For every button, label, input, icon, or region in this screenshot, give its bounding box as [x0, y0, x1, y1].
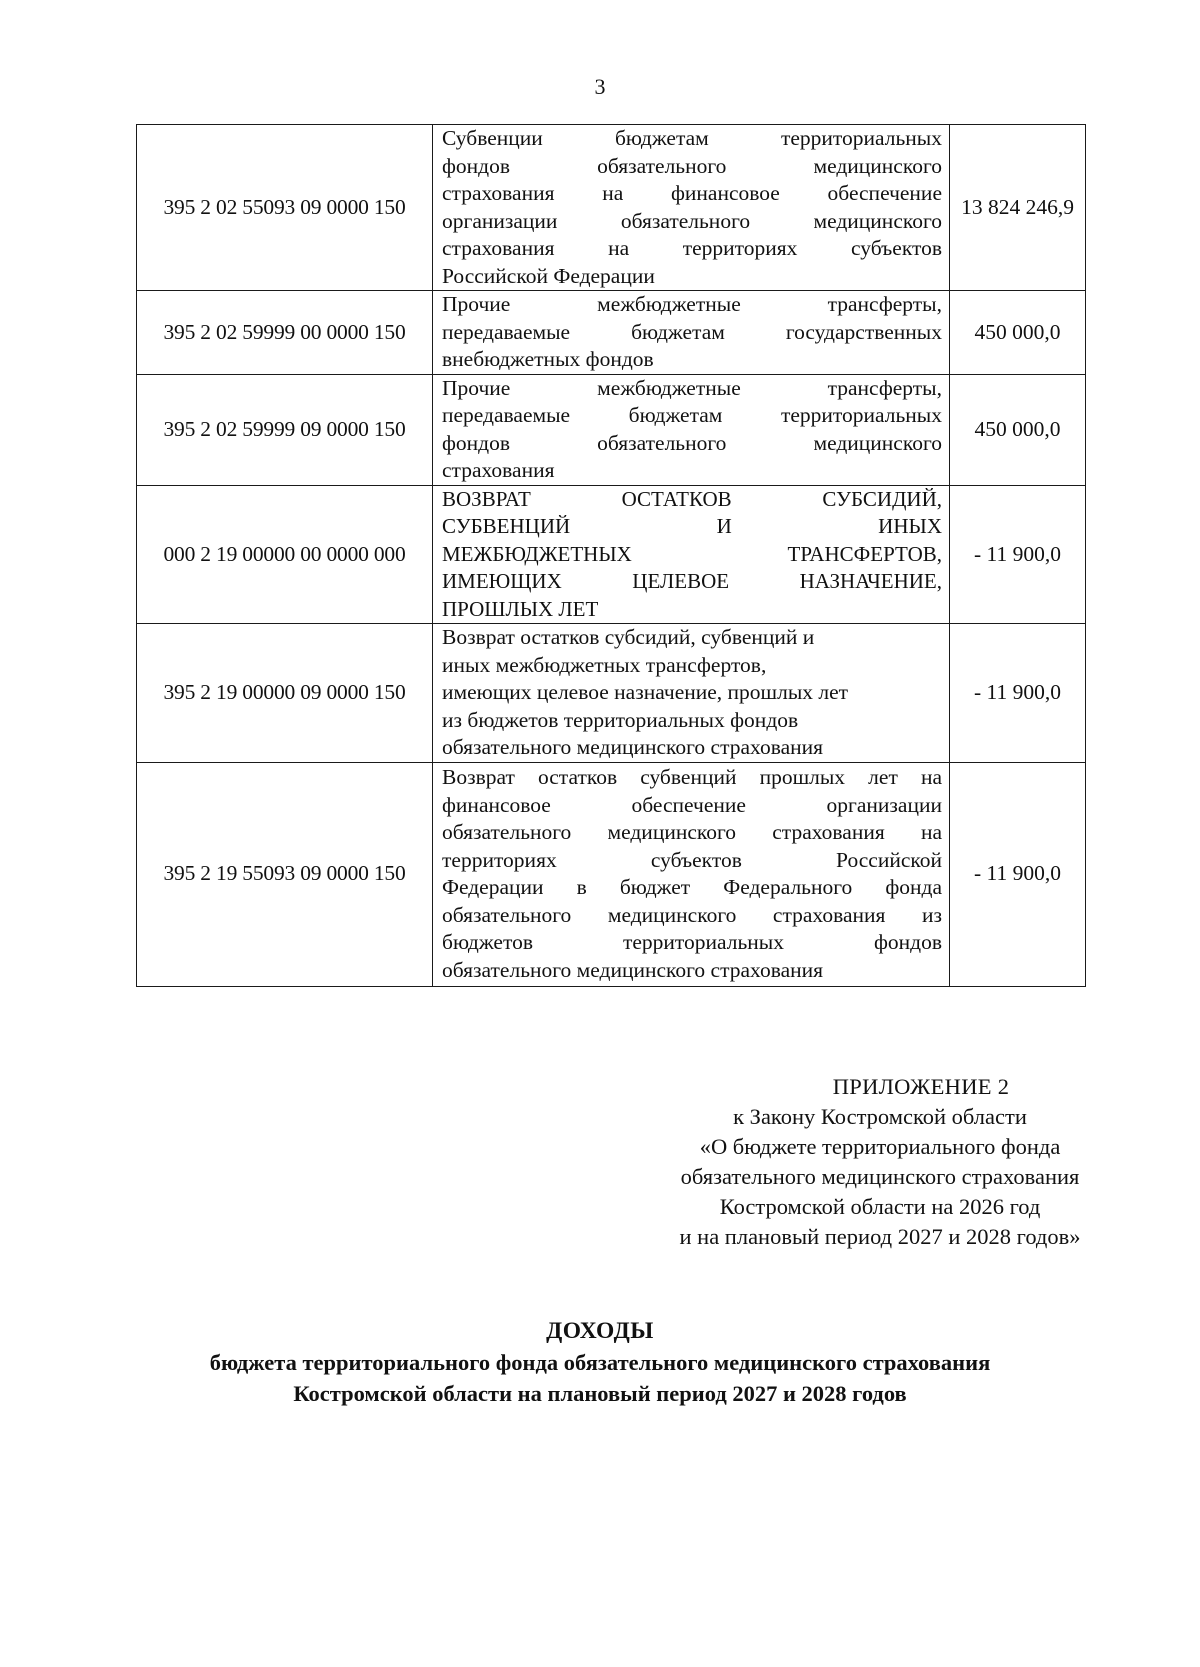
revenue-table	[136, 124, 1086, 987]
appendix-line: и на плановый период 2027 и 2028 годов»	[679, 1224, 1081, 1249]
description-line: фондов обязательного медицинского	[442, 430, 942, 455]
description-line: Субвенции бюджетам территориальных	[442, 126, 942, 150]
document-heading	[100, 1316, 1100, 1409]
amount-cell: - 11 900,0	[950, 762, 1086, 986]
description-line: организации обязательного медицинского	[442, 208, 942, 233]
description-line: Возврат остатков субсидий, субвенций и	[442, 625, 815, 649]
description-line: страхования на территориях субъектов	[442, 236, 942, 260]
description-line: обязательного медицинского страхования на	[442, 820, 942, 844]
description-line: из бюджетов территориальных фондов	[442, 707, 799, 732]
amount-cell: 13 824 246,9	[950, 125, 1086, 291]
description-line: Российской Федерации	[442, 263, 655, 288]
description-line: Возврат остатков субвенций прошлых лет на	[442, 765, 942, 789]
description-cell	[433, 762, 950, 986]
budget-code-cell: 395 2 02 55093 09 0000 150	[137, 125, 433, 291]
table-row	[137, 624, 1086, 763]
budget-code-cell: 000 2 19 00000 00 0000 000	[137, 485, 433, 624]
appendix-line: «О бюджете территориального фонда	[699, 1134, 1061, 1159]
table-row	[137, 485, 1086, 624]
appendix-line: Костромской области на 2026 год	[719, 1194, 1041, 1219]
heading-title: ДОХОДЫ	[546, 1318, 654, 1344]
amount-cell: 450 000,0	[950, 374, 1086, 485]
description-line: обязательного медицинского страхования из	[442, 902, 942, 927]
description-line: обязательного медицинского страхования	[442, 735, 824, 759]
description-line: бюджетов территориальных фондов	[442, 930, 942, 954]
description-line: обязательного медицинского страхования	[442, 957, 824, 982]
budget-code-cell: 395 2 19 55093 09 0000 150	[137, 762, 433, 986]
description-line: передаваемые бюджетам государственных	[442, 319, 942, 344]
description-line: ИМЕЮЩИХ ЦЕЛЕВОЕ НАЗНАЧЕНИЕ,	[442, 569, 942, 593]
description-line: фондов обязательного медицинского	[442, 153, 942, 178]
description-line: имеющих целевое назначение, прошлых лет	[442, 680, 849, 704]
description-line: МЕЖБЮДЖЕТНЫХ ТРАНСФЕРТОВ,	[442, 541, 942, 566]
heading-subtitle-line: бюджета территориального фонда обязательного медицинского страхования	[209, 1350, 991, 1375]
description-line: территориях субъектов Российской	[442, 847, 942, 872]
description-line: страхования на финансовое обеспечение	[442, 181, 942, 205]
amount-cell: 450 000,0	[950, 291, 1086, 375]
amount-cell: - 11 900,0	[950, 485, 1086, 624]
description-line: Федерации в бюджет Федерального фонда	[442, 875, 942, 899]
description-line: ПРОШЛЫХ ЛЕТ	[442, 596, 599, 621]
appendix-line: обязательного медицинского страхования	[680, 1164, 1080, 1189]
budget-code-cell: 395 2 19 00000 09 0000 150	[137, 624, 433, 763]
description-line: иных межбюджетных трансфертов,	[442, 652, 767, 677]
description-line: страхования	[442, 458, 555, 482]
heading-subtitle-line: Костромской области на плановый период 2027 и 2028 годов	[293, 1381, 907, 1406]
description-cell	[433, 624, 950, 763]
description-line: Прочие межбюджетные трансферты,	[442, 375, 942, 400]
budget-code-cell: 395 2 02 59999 09 0000 150	[137, 374, 433, 485]
description-cell	[433, 485, 950, 624]
description-line: ВОЗВРАТ ОСТАТКОВ СУБСИДИЙ,	[442, 486, 942, 511]
description-line: СУБВЕНЦИЙ И ИНЫХ	[442, 514, 942, 538]
appendix-header	[560, 1072, 1200, 1252]
table-row	[137, 291, 1086, 375]
description-line: передаваемые бюджетам территориальных	[442, 403, 942, 427]
description-line: Прочие межбюджетные трансферты,	[442, 292, 942, 316]
page-number: 3	[594, 74, 606, 99]
appendix-title: ПРИЛОЖЕНИЕ 2	[832, 1074, 1010, 1099]
description-line: внебюджетных фондов	[442, 347, 654, 371]
description-cell	[433, 374, 950, 485]
budget-code-cell: 395 2 02 59999 00 0000 150	[137, 291, 433, 375]
description-line: финансовое обеспечение организации	[442, 792, 942, 817]
description-cell	[433, 291, 950, 375]
amount-cell: - 11 900,0	[950, 624, 1086, 763]
appendix-line: к Закону Костромской области	[733, 1104, 1027, 1129]
table-row	[137, 374, 1086, 485]
description-cell	[433, 125, 950, 291]
table-row	[137, 125, 1086, 291]
table-row	[137, 762, 1086, 986]
